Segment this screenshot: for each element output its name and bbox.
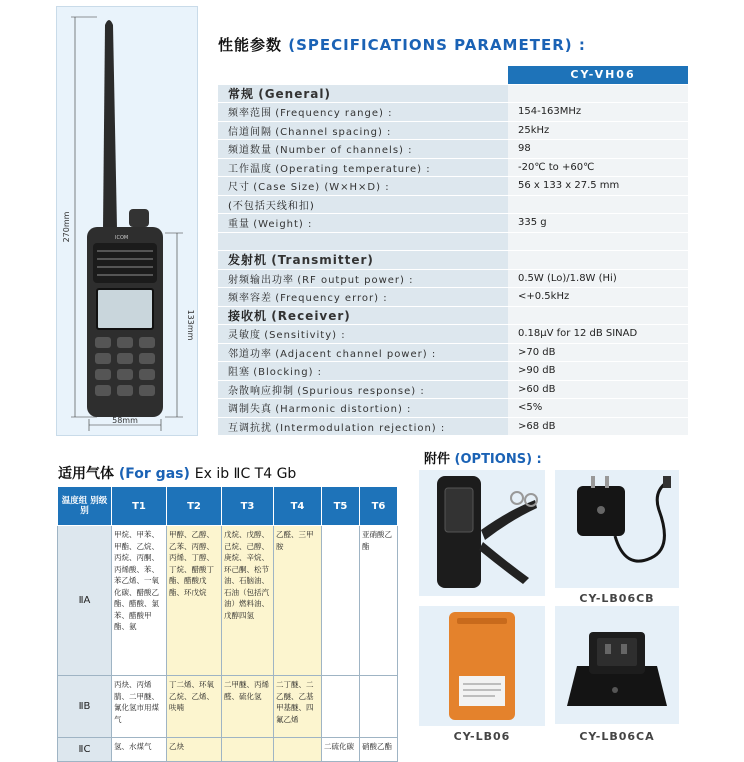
option-charger-image	[555, 470, 679, 588]
dim-width: 58mm	[112, 416, 138, 425]
spec-row	[218, 232, 688, 251]
spec-label-cn: 灵敏度	[228, 330, 261, 342]
spec-label-en: (Intermodulation rejection) :	[275, 422, 446, 434]
gas-row-iia	[58, 526, 398, 676]
spec-label-en: (Frequency error) :	[275, 293, 388, 305]
spec-row	[218, 195, 688, 214]
option-label-battery: CY-LB06	[453, 730, 511, 743]
spec-value: 56 x 133 x 27.5 mm	[508, 177, 688, 196]
spec-label-en: (General)	[258, 86, 331, 101]
spec-label-en: (Case Size) (W×H×D) :	[253, 182, 390, 194]
spec-label-en: (Harmonic distortion) :	[275, 404, 412, 416]
spec-label-en: (RF output power) :	[297, 274, 414, 286]
option-desk-charger-image	[555, 606, 679, 724]
options-title-cn: 附件	[424, 452, 451, 467]
gas-header-row	[58, 487, 398, 526]
gas-cell: 甲烷、甲苯、甲酯、乙烷、丙烷、丙酮、丙烯酸、苯、苯乙烯、一氧化碳、醋酸乙酯、醋酸、氯苯、醋酸甲酯、氨	[112, 526, 167, 676]
spec-label-cn: 常规	[228, 86, 255, 101]
spec-value: 25kHz	[508, 121, 688, 140]
spec-value: 0.18μV for 12 dB SINAD	[508, 325, 688, 344]
spec-label-cn: 频率容差	[228, 293, 272, 305]
gas-cell: 氢、水煤气	[112, 738, 167, 762]
spec-label-cn: 射频输出功率	[228, 274, 294, 286]
spec-row	[218, 214, 688, 233]
gas-row-label: ⅡB	[58, 676, 112, 738]
gas-title-cn: 适用气体	[58, 466, 114, 482]
spec-value: <5%	[508, 399, 688, 418]
gas-cell: 二丁醚、二乙醚、乙基甲基醚、四氟乙烯	[274, 676, 322, 738]
spec-row	[218, 362, 688, 381]
spec-label-cn: 杂散响应抑制	[228, 385, 294, 397]
gas-cell	[360, 676, 398, 738]
option-holster-image	[419, 470, 545, 596]
gas-header-t1: T1	[112, 487, 167, 526]
gas-row-iic	[58, 738, 398, 762]
option-label-desk-charger: CY-LB06CA	[579, 730, 655, 743]
spec-label-cn: 频率范围	[228, 108, 272, 120]
spec-value	[508, 195, 688, 214]
gas-corner-header: 温度组 别级别	[58, 487, 112, 526]
gas-cell: 硝酸乙酯	[360, 738, 398, 762]
gas-table	[57, 486, 398, 762]
spec-label-cn: (不包括天线和扣)	[228, 200, 315, 212]
gas-cell: 二硫化碳	[322, 738, 360, 762]
spec-row	[218, 325, 688, 344]
spec-row	[218, 380, 688, 399]
spec-label-cn: 邻道功率	[228, 348, 272, 360]
gas-cell: 丙炔、丙烯腈、二甲醚、氰化氢市用煤气	[112, 676, 167, 738]
spec-label-cn: 接收机	[228, 308, 268, 323]
spec-row	[218, 158, 688, 177]
spec-label-en: (Number of channels) :	[275, 145, 413, 157]
radio-brand: ICOM	[115, 235, 129, 241]
dim-total-height: 270mm	[62, 211, 71, 243]
gas-cell: 戊烷、戊醇、己烷、己醇、庚烷、辛烷、环己酮、松节油、石脑油、石油（包括汽油）燃料油、戊醇四氢	[222, 526, 274, 676]
spec-label-cn: 尺寸	[228, 182, 250, 194]
spec-value: 335 g	[508, 214, 688, 233]
spec-label-en: (Weight) :	[253, 219, 313, 231]
spec-label-cn: 工作温度	[228, 163, 272, 175]
spec-value: 0.5W (Lo)/1.8W (Hi)	[508, 269, 688, 288]
option-battery-image	[419, 606, 545, 726]
spec-section-row	[218, 306, 688, 325]
gas-header-t2: T2	[167, 487, 222, 526]
gas-cell	[274, 738, 322, 762]
spec-value: <+0.5kHz	[508, 288, 688, 307]
radio-illustration	[57, 7, 197, 435]
spec-value	[508, 84, 688, 103]
gas-header-t6: T6	[360, 487, 398, 526]
gas-cell	[222, 738, 274, 762]
gas-cell	[322, 676, 360, 738]
spec-value: 154-163MHz	[508, 103, 688, 122]
gas-cell: 乙醛、三甲胺	[274, 526, 322, 676]
spec-label-en: (Sensitivity) :	[264, 330, 346, 342]
spec-title	[218, 34, 586, 55]
gas-cell: 乙炔	[167, 738, 222, 762]
spec-label-en: (Adjacent channel power) :	[275, 348, 437, 360]
spec-label-en: (Channel spacing) :	[275, 126, 392, 138]
spec-title-en: (SPECIFICATIONS PARAMETER) :	[288, 36, 586, 54]
spec-table	[218, 66, 688, 436]
spec-label-en: (Transmitter)	[271, 253, 374, 268]
spec-section-row	[218, 251, 688, 270]
spec-label-en: (Frequency range) :	[275, 108, 393, 120]
spec-value: -20℃ to +60℃	[508, 158, 688, 177]
spec-label-en: (Receiver)	[271, 308, 351, 323]
spec-value: >90 dB	[508, 362, 688, 381]
spec-label-cn: 阻塞	[228, 367, 250, 379]
spec-row	[218, 343, 688, 362]
spec-label-cn: 重量	[228, 219, 250, 231]
spec-label-en: (Blocking) :	[253, 367, 323, 379]
gas-class: Ex ib ⅡC T4 Gb	[194, 466, 297, 482]
spec-row	[218, 417, 688, 436]
spec-section-row	[218, 84, 688, 103]
spec-row	[218, 399, 688, 418]
spec-row	[218, 177, 688, 196]
spec-label-cn: 信道间隔	[228, 126, 272, 138]
gas-cell: 甲醇、乙醇、乙苯、丙醇、丙烯、丁醇、丁烷、醋酸丁酯、醋酸戊酯、环戊烷	[167, 526, 222, 676]
option-label-charger: CY-LB06CB	[579, 592, 655, 605]
spec-value: >70 dB	[508, 343, 688, 362]
spec-row	[218, 121, 688, 140]
gas-row-iib	[58, 676, 398, 738]
gas-header-t3: T3	[222, 487, 274, 526]
spec-value	[508, 232, 688, 251]
gas-cell: 二甲醚、丙烯醛、硫化氢	[222, 676, 274, 738]
spec-model: CY-VH06	[508, 66, 688, 84]
spec-header-row	[218, 66, 688, 84]
spec-value: >68 dB	[508, 417, 688, 436]
gas-cell: 丁二烯、环氧乙烷、乙烯、呋喃	[167, 676, 222, 738]
gas-row-label: ⅡC	[58, 738, 112, 762]
gas-cell: 亚硝酸乙酯	[360, 526, 398, 676]
spec-label-cn: 发射机	[228, 253, 268, 268]
gas-cell	[322, 526, 360, 676]
spec-label-en: (Operating temperature) :	[275, 163, 431, 175]
radio-drawing-panel	[56, 6, 198, 436]
spec-title-cn: 性能参数	[218, 36, 283, 54]
spec-label-en: (Spurious response) :	[297, 385, 425, 397]
spec-row	[218, 269, 688, 288]
spec-value	[508, 251, 688, 270]
spec-label-cn: 互调抗扰	[228, 422, 272, 434]
spec-row	[218, 103, 688, 122]
spec-value: 98	[508, 140, 688, 159]
options-title-en: (OPTIONS) :	[454, 452, 542, 467]
spec-value	[508, 306, 688, 325]
gas-title	[58, 463, 296, 483]
gas-title-en: (For gas)	[118, 466, 190, 482]
spec-label-cn: 频道数量	[228, 145, 272, 157]
gas-header-t5: T5	[322, 487, 360, 526]
options-title	[424, 448, 542, 467]
dim-body-height: 133mm	[186, 309, 195, 341]
spec-row	[218, 140, 688, 159]
gas-row-label: ⅡA	[58, 526, 112, 676]
gas-header-t4: T4	[274, 487, 322, 526]
spec-row	[218, 288, 688, 307]
spec-label-cn: 调制失真	[228, 404, 272, 416]
spec-value: >60 dB	[508, 380, 688, 399]
